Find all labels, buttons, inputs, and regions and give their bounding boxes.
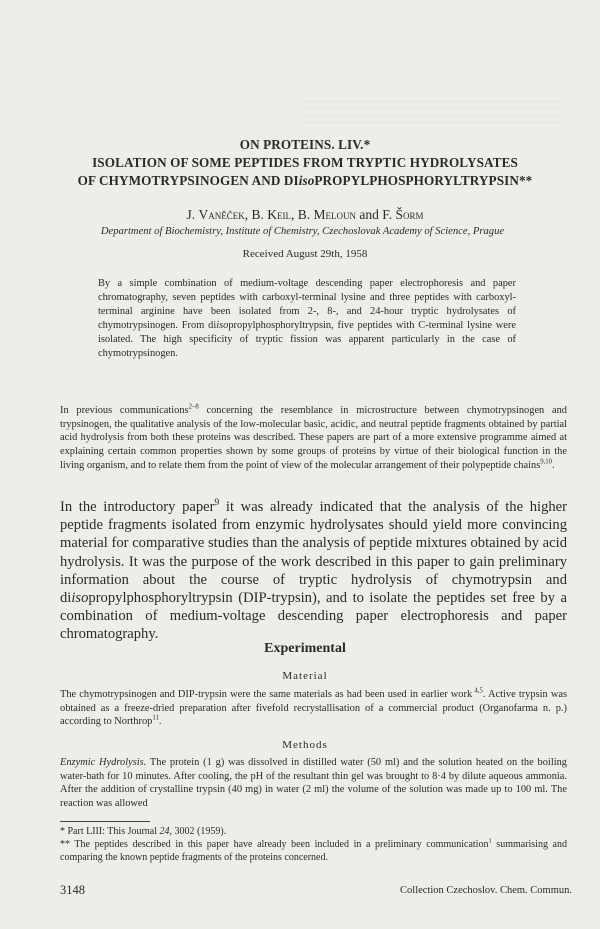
footnote-1-mark: * bbox=[60, 826, 68, 837]
section-heading-experimental: Experimental bbox=[264, 641, 346, 656]
material-ref-1: 4,5 bbox=[472, 687, 483, 695]
material-part-c: . bbox=[158, 716, 162, 728]
author-3-initial: , B. bbox=[291, 207, 314, 222]
author-2-initial: , B. bbox=[244, 207, 268, 222]
abstract bbox=[98, 277, 516, 361]
author-list bbox=[40, 207, 570, 223]
methods-paragraph bbox=[60, 756, 567, 810]
title-line-2: ISOLATION OF SOME PEPTIDES FROM TRYPTIC HYDROLYSATES bbox=[92, 155, 518, 170]
subheading-material: Material bbox=[282, 670, 328, 682]
author-1-initial: J. bbox=[186, 207, 199, 222]
purpose-part-c: propylphosphoryltrypsin (DIP-trypsin), and to isolate the peptides set free by a combination of medium-voltage descending paper electrophoresis and paper chromatography. bbox=[60, 590, 567, 643]
title-line-3-start: OF CHYMOTRYPSINOGEN AND DI bbox=[77, 173, 299, 188]
methods-label: Enzymic Hydrolysis. bbox=[60, 757, 147, 768]
author-1-name: Vaněček bbox=[198, 207, 245, 222]
abstract-part-2: propylphosphoryltrypsin, five peptides with C-terminal lysine were isolated. The high specificity of tryptic fission was apparent particularly in the case of chymotrypsinogen. bbox=[98, 320, 516, 359]
footnote-1-volume: 24 bbox=[159, 826, 170, 837]
author-2-name: Keil bbox=[267, 207, 292, 222]
footnote-1 bbox=[60, 825, 567, 838]
purpose-paragraph bbox=[60, 498, 567, 644]
affiliation: Department of Biochemistry, Institute of Chemistry, Czechoslovak Academy of Science, Prague bbox=[100, 226, 505, 237]
footnote-2 bbox=[60, 838, 567, 864]
intro-ref-1: 2–8 bbox=[188, 403, 199, 411]
purpose-ref: 9 bbox=[214, 498, 220, 509]
purpose-part-b: it was already indicated that the analysis of the higher peptide fragments isolated from enzymic hydrolysates should yield more convincing material for comparative studies than the analysis of peptide mixtures obtained by acid hydrolysis. It was the purpose of the work described in this paper to gain preliminary information about the course of tryptic hydrolysis of chymotrypsin and di bbox=[60, 499, 567, 607]
methods-body: The protein (1 g) was dissolved in distilled water (50 ml) and the solution heated on the boiling water-bath for 10 minutes. After cooling, the pH of the resultant thin gel was brought to 8·4 by dilute aqueous ammonia. After the addition of crystalline trypsin (40 mg) in water (2 ml) the volume of the solution was made up to 100 ml. The reaction was allowed bbox=[60, 757, 567, 809]
title-line-3 bbox=[40, 172, 570, 190]
intro-part-c: . bbox=[552, 459, 555, 471]
received-date: Received August 29th, 1958 bbox=[242, 248, 368, 260]
title-iso: iso bbox=[298, 173, 315, 188]
author-4-name: Šorm bbox=[395, 207, 424, 222]
intro-part-b: concerning the resemblance in microstructure between chymotrypsinogen and trypsinogen, the qualitative analysis of the low-molecular basic, acidic, and neutral peptide fragments obtained by partial acid hydrolysis from both these proteins was described. These papers are part of a more extensive programme aimed at explaining certain common properties shown by some groups of proteins by virtue of their biological function in the living organism, and to relate them from the point of view of the molecular arrangement of their polypeptide chains bbox=[60, 405, 567, 471]
intro-part-a: In previous communications bbox=[60, 405, 189, 416]
author-3-name: Meloun bbox=[313, 207, 357, 222]
abstract-iso: iso bbox=[216, 320, 229, 331]
abstract-part-1: By a simple combination of medium-voltage descending paper electrophoresis and paper chromatography, seven peptides with carboxyl-terminal lysine and three peptides with carboxyl-terminal arginine have been isolated from 2-, 8-, and 24-hour tryptic hydrolysates of chymotrypsinogen. From di bbox=[98, 278, 516, 331]
journal-name: Collection Czechoslov. Chem. Commun. bbox=[400, 885, 572, 896]
intro-paragraph bbox=[60, 404, 567, 473]
material-paragraph bbox=[60, 688, 567, 729]
purpose-iso: iso bbox=[71, 590, 89, 607]
author-4-initial: and F. bbox=[356, 207, 396, 222]
purpose-part-a: In the introductory paper bbox=[60, 499, 215, 515]
material-part-a: The chymotrypsinogen and DIP-trypsin were the same materials as had been used in earlier work bbox=[60, 689, 473, 700]
subheading-methods: Methods bbox=[282, 739, 328, 751]
footnote-divider bbox=[60, 821, 150, 822]
footnote-2-ref: 1 bbox=[488, 837, 492, 845]
footnote-1-text-a: Part LIII: This Journal bbox=[67, 826, 160, 837]
bleed-through-text bbox=[300, 95, 560, 129]
title-line-1: ON PROTEINS. LIV.* bbox=[239, 137, 371, 152]
page-number: 3148 bbox=[60, 883, 85, 897]
footnote-1-text-b: , 3002 (1959). bbox=[169, 826, 227, 837]
footnote-2-mark: ** bbox=[60, 839, 75, 850]
intro-ref-2: 9,10 bbox=[540, 458, 553, 466]
material-ref-2: 11 bbox=[152, 714, 159, 722]
material-part-b: . Active trypsin was obtained as a freeze-dried preparation after fivefold recrystallisation of a commercial product (Organofarma n. p.) according to Northrop bbox=[60, 689, 567, 728]
title-line-3-end: PROPYLPHOSPHORYLTRYPSIN** bbox=[314, 173, 533, 188]
footnote-2-text-b: summarising and comparing the known peptide fragments of the proteins concerned. bbox=[60, 839, 567, 863]
footnote-2-text-a: The peptides described in this paper have already been included in a preliminary communication bbox=[74, 839, 489, 850]
